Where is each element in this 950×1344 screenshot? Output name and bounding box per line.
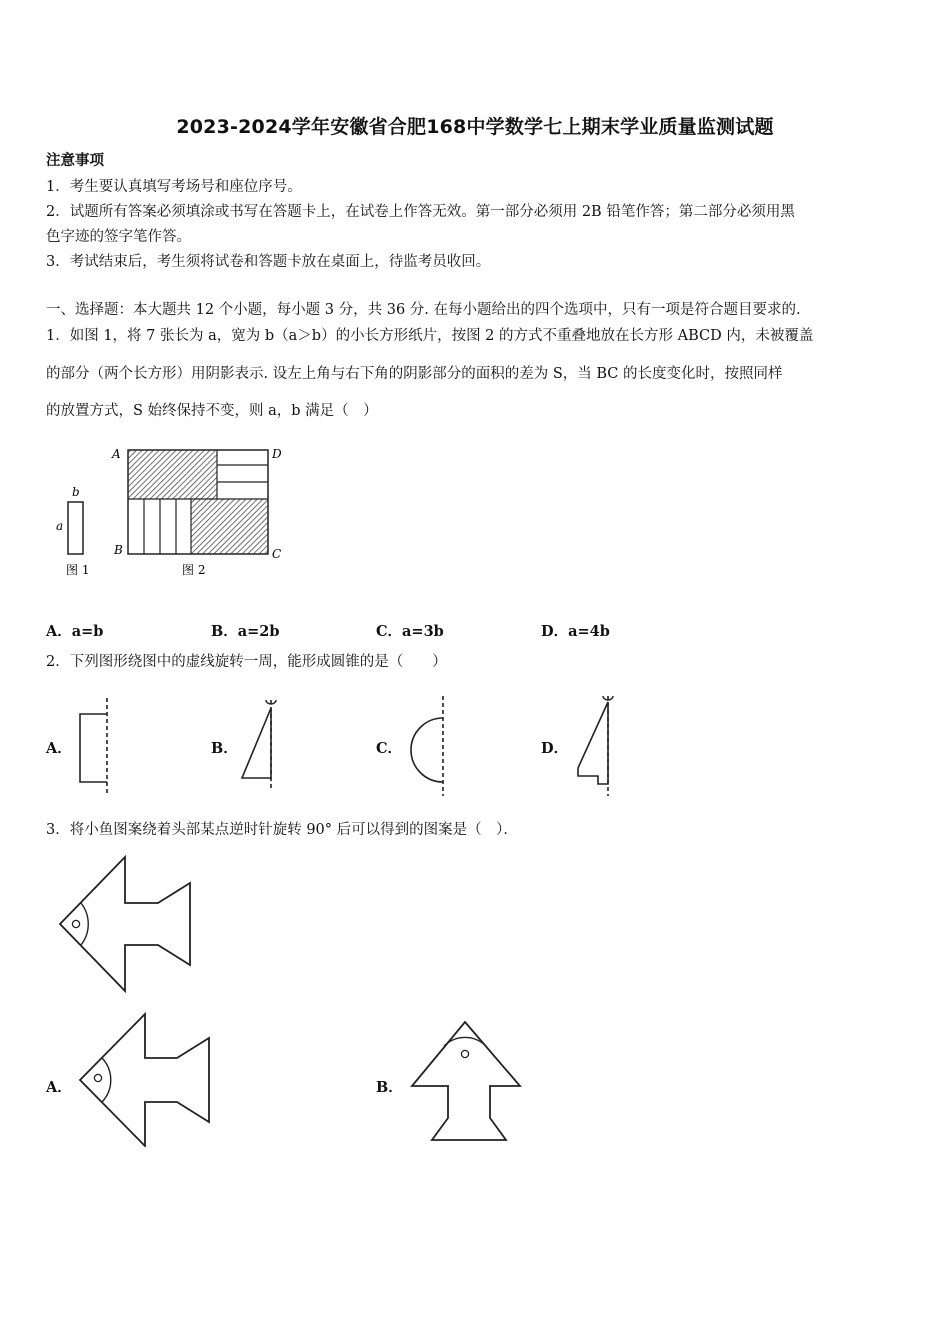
fig2-shaded-top-left: [128, 450, 217, 499]
fig2-shaded-bottom-right: [191, 499, 268, 554]
q1-line-2: 的部分（两个长方形）用阴影表示. 设左上角与右下角的阴影部分的面积的差为 S，当 BC 的长度变化时，按照同样: [46, 366, 783, 382]
q2-stem: 2．下列图形绕图中的虚线旋转一周，能形成圆锥的是（ ）: [46, 654, 447, 670]
fig2-label-A: A: [112, 447, 121, 461]
notice-item-2-cont: 色字迹的签字笔作答。: [46, 229, 191, 245]
q1-option-b: B．a=2b: [211, 623, 280, 640]
q3-option-a-label: A．: [46, 1079, 72, 1096]
fish-eye-icon: [461, 1050, 468, 1057]
q1-line-3: 的放置方式，S 始终保持不变，则 a，b 满足（ ）: [46, 403, 378, 419]
fig1-rectangle: [68, 502, 83, 554]
fig2-label-C: C: [272, 547, 282, 561]
q2-option-b-label: B．: [211, 740, 238, 757]
q3-stem: 3．将小鱼图案绕着头部某点逆时针旋转 90° 后可以得到的图案是（ ）．: [46, 822, 518, 838]
page-title: 2023-2024学年安徽省合肥168中学数学七上期末学业质量监测试题: [176, 116, 774, 138]
q2-figure-c: [411, 696, 443, 796]
notice-item-2: 2．试题所有答案必须填涂或书写在答题卡上，在试卷上作答无效。第一部分必须用 2B 铅笔作答；第二部分必须用黑: [46, 204, 795, 220]
section1-header: 一、选择题：本大题共 12 个小题，每小题 3 分，共 36 分. 在每小题给出的四个选项中，只有一项是符合题目要求的.: [46, 302, 801, 318]
fish-eye-icon: [72, 920, 79, 927]
q1-figures: [50, 440, 300, 580]
fig2-label-D: D: [272, 447, 282, 461]
q3-fish-original: [50, 855, 200, 995]
notice-item-3: 3．考试结束后，考生须将试卷和答题卡放在桌面上，待监考员收回。: [46, 254, 491, 270]
fig1-label-a: a: [56, 519, 64, 533]
q1-option-c: C．a=3b: [376, 623, 444, 640]
q2-figure-d: [578, 696, 613, 796]
q2-figure-a: [80, 698, 107, 796]
fig1-caption: 图 1: [66, 563, 90, 577]
q2-option-c-label: C．: [376, 740, 403, 757]
q2-option-d-label: D．: [541, 740, 569, 757]
q1-line-1: 1．如图 1，将 7 张长为 a，宽为 b（a＞b）的小长方形纸片，按图 2 的方式不重叠地放在长方形 ABCD 内，未被覆盖: [46, 328, 814, 344]
notice-heading: 注意事项: [46, 152, 104, 169]
q3-option-a-figure: [75, 1012, 215, 1147]
q3-option-b-label: B．: [376, 1079, 403, 1096]
q2-figures: [70, 690, 630, 800]
q2-option-a-label: A．: [46, 740, 72, 757]
q1-option-a: A．a=b: [46, 623, 104, 640]
fish-eye-icon: [94, 1074, 101, 1081]
q3-option-b-figure: [408, 1018, 526, 1143]
fig2-caption: 图 2: [182, 563, 206, 577]
q2-figure-b: [242, 700, 276, 788]
notice-item-1: 1．考生要认真填写考场号和座位序号。: [46, 179, 302, 195]
fig2-label-B: B: [114, 543, 123, 557]
fig1-label-b: b: [72, 485, 80, 499]
q1-option-d: D．a=4b: [541, 623, 610, 640]
